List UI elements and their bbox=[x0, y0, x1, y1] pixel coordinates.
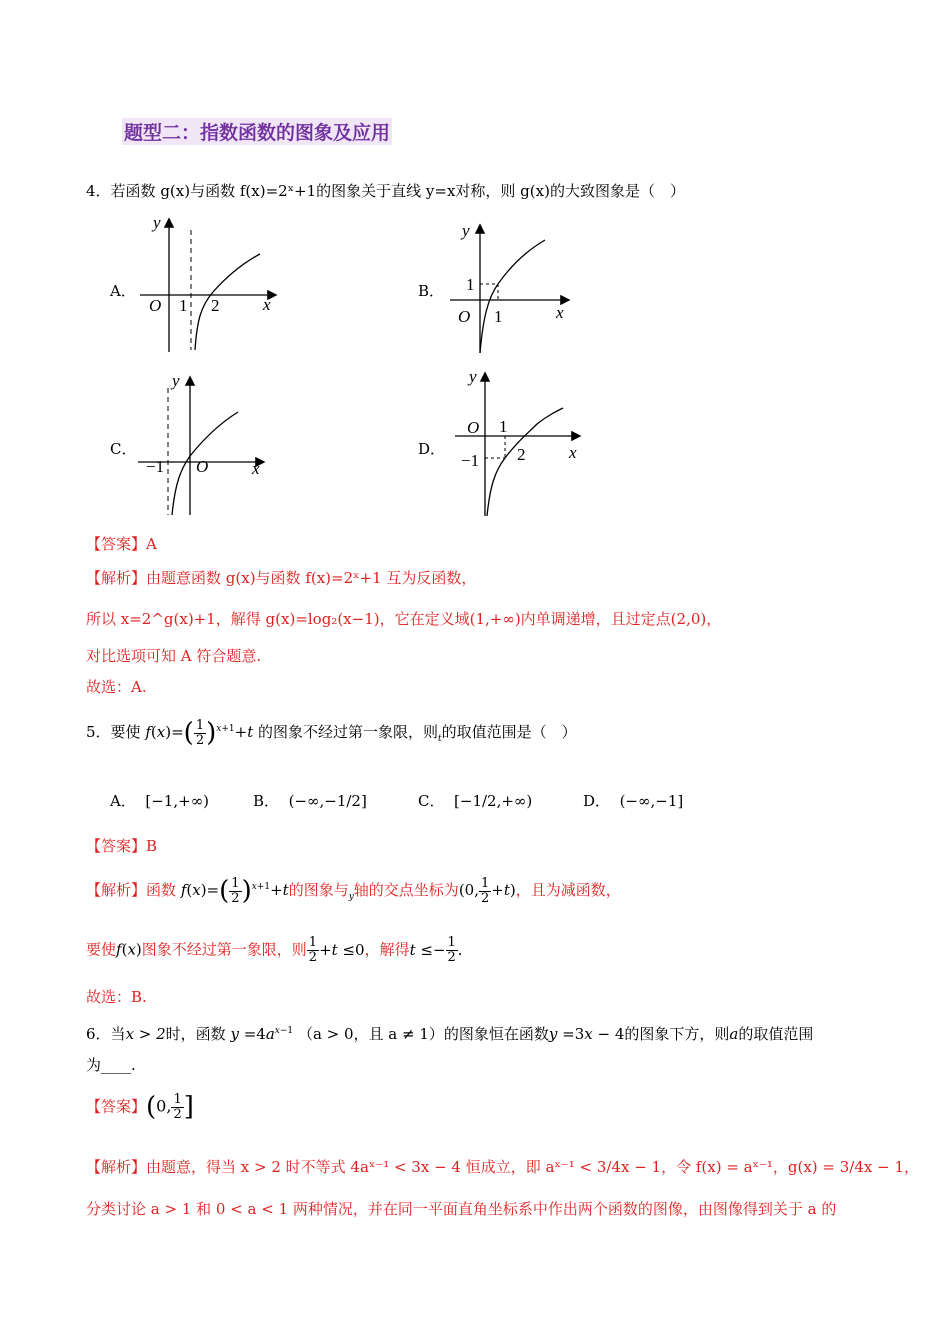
q5-stem: 5．要使 f(x)=( $\frac{1}{2}$ )$^{x+1}$+t 的图象不经过第一象限，则$_t$的取值范围是（ ） bbox=[86, 717, 577, 748]
text: 要使 bbox=[86, 940, 117, 959]
q5-option-a bbox=[110, 790, 209, 812]
option-label: A． bbox=[110, 792, 136, 810]
option-text: (−∞,−1] bbox=[619, 792, 684, 810]
tick-y1: 1 bbox=[466, 275, 475, 294]
q6-stem-line-2: 为____. bbox=[86, 1056, 136, 1074]
option-label: C． bbox=[418, 792, 445, 810]
q5-stem-end: 的取值范围是（ ） bbox=[441, 723, 577, 741]
q5-stem-post: 的图象不经过第一象限，则 bbox=[258, 723, 439, 741]
answer-tag: 【答案】 bbox=[86, 535, 147, 553]
q5-analysis-line-3: 故选：B. bbox=[86, 988, 147, 1006]
q4-option-a-label: A． bbox=[110, 282, 136, 300]
text: 由题意，得当 x > 2 时不等式 4aˣ⁻¹ < 3x − 4 恒成立，即 aˣ⁻¹ < 3/4x − 1，令 f(x) = aˣ⁻¹，g(x) = 3/4x − 1， bbox=[146, 1158, 920, 1176]
text: ，解得 bbox=[364, 940, 410, 959]
y-label: y bbox=[172, 371, 180, 390]
text: （a > 0，且 a ≠ 1）的图象恒在函数 bbox=[297, 1025, 549, 1043]
tick-2: 2 bbox=[517, 445, 526, 464]
option-label: D． bbox=[583, 792, 611, 810]
tick-minus-1: −1 bbox=[461, 451, 480, 470]
analysis-tag: 【解析】 bbox=[86, 881, 147, 899]
q5-option-d bbox=[583, 790, 683, 812]
text: 轴的交点坐标为 bbox=[353, 881, 459, 899]
x-label: x bbox=[556, 303, 564, 322]
text: 图象不经过第一象限，则 bbox=[141, 940, 307, 959]
text: 的取值范围 bbox=[738, 1025, 814, 1043]
q4-option-c-label: C． bbox=[110, 440, 137, 458]
q5-answer bbox=[86, 835, 157, 857]
q6-stem-line-1: 6．当x > 2时，函数 $y =4a^{x-1}$ （a > 0，且 a ≠ 1）的图象恒在函数y =3x − 4的图象下方，则a的取值范围 bbox=[86, 1025, 814, 1043]
q6-analysis-line-2: 分类讨论 a > 1 和 0 < a < 1 两种情况，并在同一平面直角坐标系中作出两个函数的图像，由图像得到关于 a 的 bbox=[86, 1200, 837, 1218]
graph-a bbox=[135, 210, 285, 360]
analysis-text: 由题意函数 g(x)与函数 f(x)=2ˣ+1 互为反函数， bbox=[146, 569, 477, 587]
origin-label: O bbox=[196, 457, 209, 476]
curve bbox=[195, 254, 260, 350]
x-label: x bbox=[252, 459, 260, 478]
analysis-tag: 【解析】 bbox=[86, 1158, 147, 1176]
x-label: x bbox=[263, 295, 271, 314]
curve bbox=[480, 240, 545, 353]
answer-value: B bbox=[146, 837, 158, 855]
y-label: y bbox=[153, 213, 161, 232]
graph-b bbox=[450, 218, 580, 358]
q6-number: 6． bbox=[86, 1025, 111, 1043]
option-text: [−1,+∞) bbox=[145, 792, 210, 810]
y-label: y bbox=[462, 221, 470, 240]
option-text: [−1/2,+∞) bbox=[454, 792, 533, 810]
tick-1: 1 bbox=[179, 296, 188, 315]
q4-stem-text: 若函数 g(x)与函数 f(x)=2ˣ+1的图象关于直线 y=x对称，则 g(x)的大致图象是（ ） bbox=[110, 182, 685, 200]
option-text: (−∞,−1/2] bbox=[288, 792, 367, 810]
q5-var-t: t bbox=[438, 734, 442, 744]
x-label: x bbox=[569, 443, 577, 462]
graph-c bbox=[138, 370, 278, 520]
origin-label: O bbox=[149, 296, 162, 315]
q5-stem-pre: 要使 bbox=[110, 723, 141, 741]
text: x > 2 bbox=[125, 1025, 166, 1043]
text: 的图象下方，则 bbox=[624, 1025, 730, 1043]
q5-option-b bbox=[253, 790, 367, 812]
q4-stem bbox=[86, 180, 685, 202]
q4-option-b-label: B． bbox=[418, 282, 445, 300]
q6-analysis-line-1 bbox=[86, 1156, 919, 1178]
option-label: B． bbox=[253, 792, 280, 810]
q4-analysis-line-3: 对比选项可知 A 符合题意. bbox=[86, 647, 262, 665]
tick-2: 2 bbox=[211, 296, 220, 315]
text: 的图象与 bbox=[288, 881, 349, 899]
q4-analysis-line-4: 故选：A. bbox=[86, 678, 147, 696]
q4-number: 4． bbox=[86, 182, 111, 200]
analysis-tag: 【解析】 bbox=[86, 569, 147, 587]
answer-tag: 【答案】 bbox=[86, 1097, 147, 1116]
tick-x1: 1 bbox=[494, 307, 503, 326]
text: 当 bbox=[110, 1025, 126, 1043]
graph-d bbox=[455, 366, 590, 522]
q4-option-d-label: D． bbox=[418, 440, 446, 458]
q5-analysis-line-2: 要使f(x)图象不经过第一象限，则 $\frac{1}{2}$ +t ≤0，解得t ≤− $\frac{1}{2}$ . bbox=[86, 935, 463, 965]
origin-label: O bbox=[467, 418, 480, 437]
var-a: a bbox=[729, 1025, 739, 1043]
q6-answer: 【答案】(0, $\frac{1}{2}$ ] bbox=[86, 1091, 194, 1122]
section-title: 题型二：指数函数的图象及应用 bbox=[122, 118, 392, 145]
var-y: y bbox=[348, 892, 354, 902]
q4-analysis-line-1 bbox=[86, 567, 476, 589]
q4-analysis-line-2: 所以 x=2^g(x)+1，解得 g(x)=log₂(x−1)，它在定义域(1,+∞)内单调递增，且过定点(2,0)， bbox=[86, 610, 722, 628]
q5-number: 5． bbox=[86, 723, 111, 741]
text: 函数 bbox=[146, 881, 177, 899]
q4-answer bbox=[86, 533, 157, 555]
tick-1: 1 bbox=[499, 417, 508, 436]
text: ，且为减函数， bbox=[515, 881, 621, 899]
q5-option-c bbox=[418, 790, 532, 812]
answer-value: A bbox=[146, 535, 157, 553]
tick-minus-1: −1 bbox=[146, 457, 165, 476]
origin-label: O bbox=[458, 307, 471, 326]
answer-tag: 【答案】 bbox=[86, 837, 147, 855]
text: 时，函数 bbox=[165, 1025, 226, 1043]
y-label: y bbox=[469, 367, 477, 386]
q5-analysis-line-1: 【解析】函数 f(x)=( $\frac{1}{2}$ )$^{x+1}$+t的图象与$_y$轴的交点坐标为(0, $\frac{1}{2}$ +t)，且为减函数， bbox=[86, 875, 621, 906]
